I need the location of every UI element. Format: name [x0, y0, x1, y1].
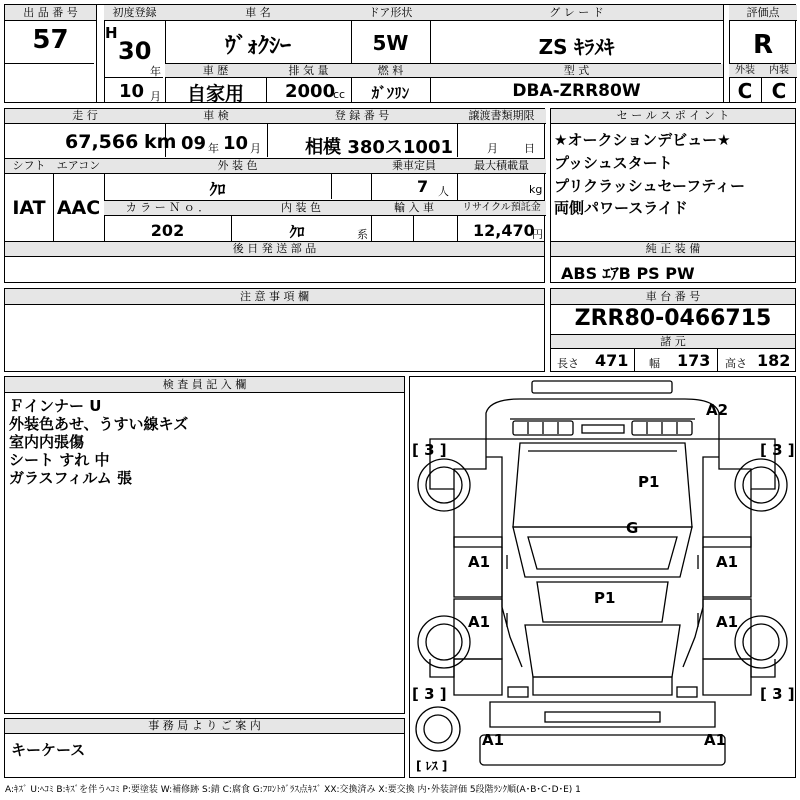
- ext-color-label: 外 装 色: [104, 159, 371, 174]
- displacement: 2000: [285, 81, 336, 102]
- ac-type: AAC: [56, 197, 101, 219]
- damage-mark: A1: [716, 613, 739, 631]
- vehicle-history: 自家用: [186, 83, 244, 105]
- specs-block: [4, 108, 545, 242]
- max-load-label: 最大積載量: [457, 159, 546, 174]
- lot-no-label: 出 品 番 号: [5, 5, 96, 21]
- overall-score: R: [752, 30, 774, 60]
- model-code: DBA-ZRR80W: [512, 81, 641, 101]
- damage-mark: A1: [468, 553, 491, 571]
- inspection-label: 車 検: [165, 109, 267, 124]
- inspection-year: 09: [181, 133, 207, 154]
- inspector-note: 外装色あせ、うすい線キズ: [9, 415, 189, 433]
- month-unit: 月: [150, 90, 161, 103]
- cc-unit: cc: [333, 88, 346, 101]
- mileage-label: 走 行: [5, 109, 165, 124]
- transfer-month-unit: 月: [487, 142, 498, 155]
- chassis-label: 車 台 番 号: [551, 289, 795, 305]
- width-label: 幅: [649, 357, 660, 370]
- recycle-label: リサイクル預託金: [457, 201, 546, 216]
- fuel-type: ｶﾞｿﾘﾝ: [371, 84, 410, 102]
- inspection-year-unit: 年: [208, 142, 219, 155]
- inspection-month-unit: 月: [250, 142, 261, 155]
- score-label: 評価点: [729, 5, 797, 21]
- damage-mark: A1: [468, 613, 491, 631]
- max-load-unit: kg: [529, 183, 543, 196]
- first-reg-month: 10: [119, 81, 145, 102]
- height-value: 182: [757, 351, 791, 370]
- interior-score: C: [771, 79, 787, 103]
- displacement-label: 排 気 量: [266, 64, 351, 78]
- first-reg-year: 30: [118, 37, 152, 65]
- first-reg-label: 初度登録: [104, 5, 165, 21]
- damage-mark: A1: [716, 553, 739, 571]
- damage-mark: G: [626, 519, 639, 537]
- chassis-number: ZRR80-0466715: [574, 306, 772, 331]
- lot-number: 57: [32, 25, 69, 55]
- door-type: 5W: [372, 31, 409, 55]
- equipment-block: [550, 241, 796, 283]
- car-name-label: 車 名: [165, 5, 351, 21]
- damage-mark: P1: [594, 589, 616, 607]
- color-no-label: カ ラ ー Ｎ ｏ ．: [104, 201, 231, 216]
- transfer-day-unit: 日: [524, 142, 535, 155]
- sales-points-block: [550, 108, 796, 242]
- capacity-label: 乗車定員: [371, 159, 457, 174]
- equipment-list: ABS ｴｱB PS PW: [561, 264, 695, 283]
- plate-label: 登 録 番 号: [267, 109, 457, 124]
- inspector-note: ガラスフィルム 張: [9, 469, 132, 487]
- inspector-note: 室内内張傷: [9, 433, 85, 451]
- era-letter: H: [105, 24, 118, 42]
- damage-mark: [ ﾚｽ ]: [416, 759, 448, 773]
- width-value: 173: [677, 351, 711, 370]
- import-label: 輸 入 車: [371, 201, 457, 216]
- shift-type: IAT: [12, 197, 46, 219]
- year-unit: 年: [150, 65, 161, 78]
- ac-label: エアコン: [53, 159, 104, 174]
- legend-text: A:ｷｽﾞ U:ﾍｺﾐ B:ｷｽﾞを伴うﾍｺﾐ P:要塗装 W:補修跡 S:錆 C:腐食 G:ﾌﾛﾝﾄｶﾞﾗｽ点ｷｽﾞ XX:交換済み X:要交換 内･外装評価 5段階ﾗﾝｸ順(A･B･C･D･E) 1: [5, 785, 581, 795]
- inspector-block: [4, 376, 405, 714]
- history-label: 車 歴: [165, 64, 266, 78]
- damage-mark: [ 3 ]: [760, 685, 795, 703]
- car-name: ｳﾞｫｸｼｰ: [224, 34, 291, 59]
- notes-label: 注 意 事 項 欄: [5, 289, 544, 305]
- car-diagram: [409, 376, 796, 778]
- sales-point: プリクラッシュセーフティー: [554, 177, 745, 195]
- seating-capacity: 7: [417, 177, 429, 196]
- shift-label: シフト: [5, 159, 53, 174]
- recycle-fee: 12,470: [473, 221, 535, 240]
- damage-mark: A1: [704, 731, 727, 749]
- inspection-month: 10: [223, 133, 249, 154]
- chassis-block: [550, 288, 796, 372]
- km-unit: km: [144, 131, 177, 153]
- notes-block: [4, 288, 545, 372]
- damage-mark: [ 3 ]: [760, 441, 795, 459]
- model-code-label: 型 式: [430, 64, 723, 78]
- capacity-unit: 人: [438, 185, 449, 198]
- sales-point: プッシュスタート: [554, 154, 673, 172]
- dims-label: 諸 元: [551, 335, 795, 349]
- grade: ZS ｷﾗﾒｷ: [538, 35, 615, 59]
- damage-mark: P1: [638, 473, 660, 491]
- damage-mark: [ 3 ]: [412, 441, 447, 459]
- inspector-label: 検 査 員 記 入 欄: [5, 377, 404, 393]
- damage-mark: [ 3 ]: [412, 685, 447, 703]
- exterior-color: ｸﾛ: [209, 180, 226, 199]
- damage-mark: A2: [706, 401, 729, 419]
- door-label: ドア形状: [351, 5, 430, 21]
- recycle-unit: 円: [532, 228, 543, 241]
- office-block: [4, 718, 405, 778]
- length-label: 長さ: [557, 357, 579, 370]
- sales-point: 両側パワースライド: [554, 199, 688, 217]
- inspector-note: Ｆインナー U: [9, 397, 102, 415]
- later-parts-block: [4, 241, 545, 283]
- equipment-label: 純 正 装 備: [551, 242, 795, 257]
- exterior-score: C: [737, 79, 753, 103]
- int-color-label: 内 装 色: [231, 201, 371, 216]
- fuel-label: 燃 料: [351, 64, 430, 78]
- color-number: 202: [150, 221, 185, 240]
- int-color-unit: 系: [357, 228, 368, 241]
- inspector-note: シート すれ 中: [9, 451, 110, 469]
- car-outline: [410, 377, 795, 777]
- length-value: 471: [595, 351, 629, 370]
- height-label: 高さ: [725, 357, 747, 370]
- interior-color: ｸﾛ: [289, 223, 305, 241]
- office-note: キーケース: [11, 741, 86, 759]
- mileage: 67,566: [65, 131, 139, 153]
- office-label: 事 務 局 よ り ご 案 内: [5, 719, 404, 734]
- later-parts-label: 後 日 発 送 部 品: [5, 242, 544, 257]
- sales-points-label: セ ー ル ス ポ イ ン ト: [551, 109, 795, 124]
- plate-number: 相模 380ス1001: [305, 137, 453, 158]
- damage-mark: A1: [482, 731, 505, 749]
- exterior-label: 外装: [729, 64, 761, 78]
- interior-label: 内装: [761, 64, 797, 78]
- header-block: [4, 4, 796, 103]
- transfer-label: 譲渡書類期限: [457, 109, 546, 124]
- grade-label: グ レ ー ド: [430, 5, 723, 21]
- sales-point: ★オークションデビュー★: [554, 131, 731, 149]
